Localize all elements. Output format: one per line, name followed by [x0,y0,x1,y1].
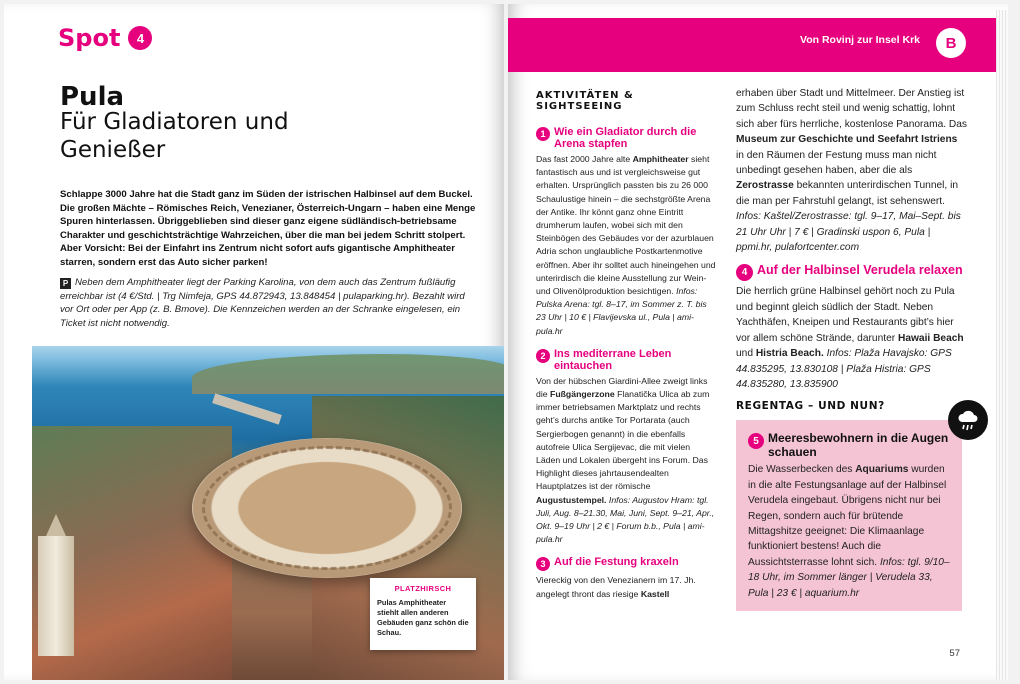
photo-amphitheater [192,438,462,578]
item-info: Infos: Augustov Hram: tgl. Juli, Aug. 8–21.30, Mai, Juni, Sept. 9–21, Apr., Okt. 9–19 Uhr | 2 € | Forum b.b., Pula | ami-pula.hr [536,494,715,545]
photo-pier [212,393,282,424]
body-text: Die Wasserbecken des [748,464,856,476]
item-4-body [736,284,968,392]
item-2-heading [536,348,716,372]
body-text: erhaben über Stadt und Mittelmeer. Der Anstieg ist zum Schluss recht steil und wenig schattig, lohnt sich aber fürs herrliche, kostenlose Panorama. Das [736,88,968,130]
body-bold: Zerostrasse [736,180,794,192]
item-title: Ins mediterrane Leben eintauchen [554,347,672,372]
body-text: Flanatička Ulica ab zum immer betriebsamen Marktplatz und rechts geht’s durchs antike Tor Portarata (auch Sergierbogen genannt) in die ebenfalls autofreie Ulica Sergijevac, die mit vielen Läden und Lokalen übergeht ins Forum. Das Highlight dieses jahrtausendealten Hauptplatzes ist der römische [536,389,710,492]
page-edges [996,10,1008,680]
body-text: und [736,348,756,360]
item-2-body [536,375,716,547]
caption-label: PLATZHIRSCH [394,584,452,593]
body-bold: Hawaii Beach [897,332,964,344]
parking-text: Neben dem Amphitheater liegt der Parking Karolina, von dem auch das Zentrum fußläufig erreichbar ist (4 €/Std. | Trg Nimfeja, GPS 44.872943, 13.848454 | pulaparking.hr). Bezahlt wird vor Ort oder per App (z. B. Bmove). Die Kennzeichen werden an der Schranke eingelesen, ein Ticket ist nicht notwendig. [60,277,465,329]
item-number: 2 [536,349,550,363]
photo-coastline [192,354,504,394]
page-subtitle: Für Gladiatoren und Genießer [60,109,289,163]
chapter-badge: B [936,28,966,58]
item-3-body [536,574,716,600]
item-info: Infos: Pulska Arena: tgl. 8–17, im Sommer z. T. bis 23 Uhr | 10 € | Flavijevska ul., Pula | ami-pula.hr [536,286,707,336]
item-info: Infos: tgl. 9/10–18 Uhr, im Sommer länger | Verudela 33, Pula | 23 € | aquarium.hr [748,556,950,599]
item-4-heading [736,263,968,281]
parking-icon: P [60,278,71,289]
section-heading: AKTIVITÄTEN & SIGHTSEEING [536,90,634,112]
spot-header [58,24,152,52]
intro-paragraph: Schlappe 3000 Jahre hat die Stadt ganz im Süden der istrischen Halbinsel auf dem Buckel. Die großen Mächte – Römisches Reich, Venezianer, Österreich-Ungarn – haben eine Menge Spuren hinterlassen. Übriggeblieben sind dieser ganz eigene südländisch-betriebsame Charakter und geschichtsträchtige Wahrzeichen, über die man bei jedem Schritt stolpert. Aber Vorsicht: Bei der Einfahrt ins Zentrum nicht sofort aufs gigantische Amphitheater starren, sondern erst das Auto sicher parken! [60,189,476,268]
body-text: in den Räumen der Festung muss man nicht unbedingt gesehen haben, aber die als [736,149,937,177]
page-title: Pula [60,82,125,112]
item-3-heading [536,556,716,571]
body-bold: Kastell [640,588,670,599]
platzhirsch-caption [370,578,476,650]
rainy-day-box [736,420,962,611]
item-3-continued [736,86,968,255]
item-title: Meeresbewohnern in die Augen schauen [768,431,949,459]
body-bold: Augustustempel. [536,494,607,505]
body-text: sieht fantastisch aus und ist vergleichsweise gut erhalten. Ursprünglich passten bis zu 26 000 Schaulustige hinein – die sechstgrößte Arena der Antike. Ihr könnt ganz ohne Eintritt drumherum laufen, wobei sich mit den Steinbögen des Gebäudes vor der azurblauen Adria schon unglaubliche Postkartenmotive eröffnen. Aber ihr solltet auch hineingehen und unterirdisch die kleine Ausstellung zur Wein- und Olivenölproduktion besichtigen. [536,154,716,297]
item-1-body [536,153,716,338]
body-text: wurden in die alte Festungsanlage auf der Halbinsel Verudela eingebaut. Übrigens nicht nur bei Regen, sondern auch für brütende Mittagshitze geeignet: Die Klimaanlage funktioniert bestens! Auch die Aussichtsterrasse lohnt sich. [748,464,947,568]
body-bold: Fußgängerzone [550,389,615,400]
item-5-body [748,462,952,601]
item-number: 5 [748,433,764,449]
body-bold: Museum zur Geschichte und Seefahrt Istriens [736,134,958,146]
body-bold: Histria Beach. [755,348,824,360]
body-bold: Amphitheater [632,154,689,164]
chapter-banner [508,18,996,72]
item-info: Infos: Kaštel/Zerostrasse: tgl. 9–17, Mai–Sept. bis 21 Uhr Uhr | 7 € | Gradinski uspon 6, Pula | ppmi.hr, pulafortcenter.com [736,211,961,254]
item-title: Wie ein Gladiator durch die Arena stapfen [554,126,697,150]
spot-number-badge: 4 [128,26,152,50]
column-right [736,86,968,611]
page-number: 57 [949,648,960,659]
body-text: Die herrlich grüne Halbinsel gehört noch zu Pula und beginnt gleich südlich der Stadt. Neben Yachthäfen, Kneipen und Restaurants gibt’s hier vor allem schöne Strände, darunter [736,286,955,344]
caption-text: Pulas Amphitheater stiehlt allen anderen Gebäuden ganz schön die Schau. [377,598,469,637]
body-bold: Aquariums [855,464,909,476]
left-page [4,4,504,680]
item-title: Auf der Halbinsel Verudela relaxen [757,263,963,278]
rainy-day-heading: REGENTAG – UND NUN? [736,400,885,413]
parking-note [60,276,480,330]
body-text: bekannten unterirdischen Tunnel, in die man per Fahrstuhl gelangt, ist sehenswert. [736,180,959,207]
photo-bell-tower [38,536,74,656]
item-5-heading [748,432,952,459]
chapter-title: Von Rovinj zur Insel Krk [800,34,920,46]
right-page [508,4,1008,680]
rain-cloud-icon [948,400,988,440]
body-text: Viereckig von den Venezianern im 17. Jh. angelegt thront das riesige [536,575,696,599]
item-number: 3 [536,557,550,571]
item-title: Auf die Festung kraxeln [554,556,679,569]
item-number: 4 [736,264,753,281]
column-left [536,90,716,611]
item-info: Infos: Plaža Havajsko: GPS 44.835295, 13.830108 | Plaža Histria: GPS 44.835280, 13.835900 [736,348,952,390]
item-number: 1 [536,127,550,141]
body-text: Das fast 2000 Jahre alte [536,154,633,164]
item-1-heading [536,126,716,150]
body-text: Von der hübschen Giardini-Allee zweigt links die [536,375,708,400]
spot-label: Spot [58,24,121,52]
